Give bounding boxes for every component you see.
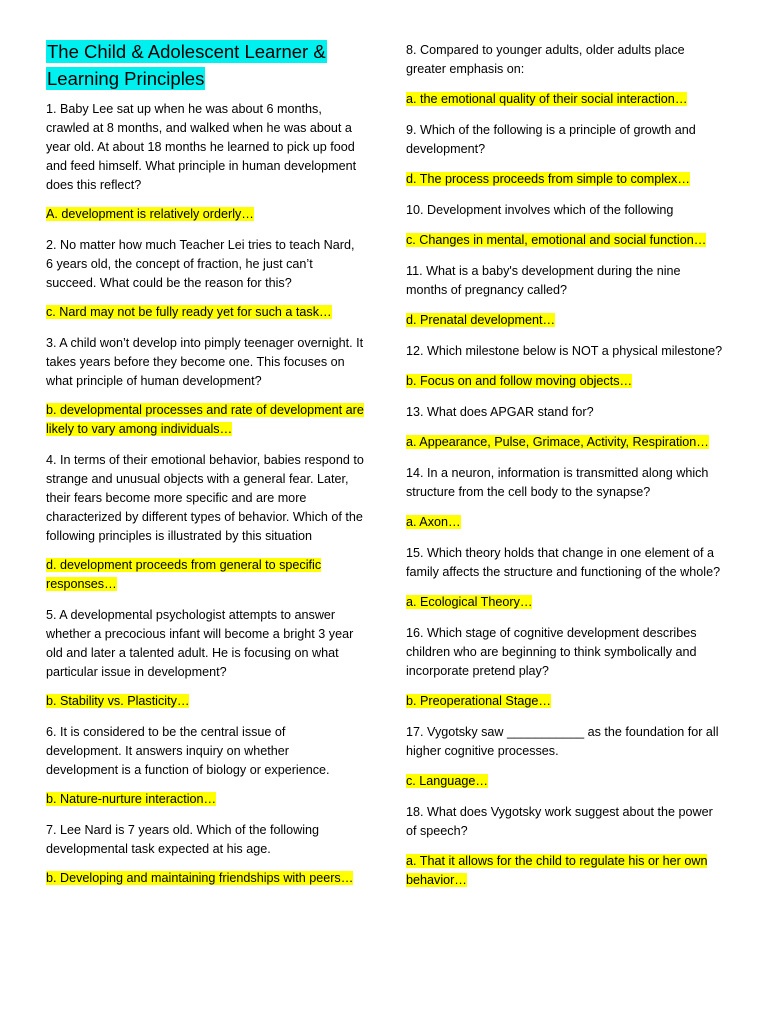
question-5: 5. A developmental psychologist attempts to answer whether a precocious infant will become a bright 3 year old and later a talented adult. He is focusing on what particular issue in development? (46, 608, 354, 679)
answer-2: c. Nard may not be fully ready yet for such a task… (46, 305, 332, 319)
question-12: 12. Which milestone below is NOT a physical milestone? (406, 344, 723, 358)
question-16: 16. Which stage of cognitive development describes children who are beginning to think symbolically and incorporate pretend play? (406, 626, 697, 678)
answer-8: a. the emotional quality of their social interaction… (406, 92, 688, 106)
answer-11: d. Prenatal development… (406, 313, 556, 327)
question-3: 3. A child won’t develop into pimply teenager overnight. It takes years before they become one. This focuses on what principle of human development? (46, 336, 364, 388)
question-15: 15. Which theory holds that change in one element of a family affects the structure and functioning of the whole? (406, 546, 721, 579)
question-17: 17. Vygotsky saw ___________ as the foundation for all higher cognitive processes. (406, 725, 719, 758)
answer-9: d. The process proceeds from simple to complex… (406, 172, 690, 186)
question-14: 14. In a neuron, information is transmitted along which structure from the cell body to the synapse? (406, 466, 709, 499)
question-6: 6. It is considered to be the central issue of development. It answers inquiry on whether development is a function of biology or experience. (46, 725, 330, 777)
answer-16: b. Preoperational Stage… (406, 694, 551, 708)
answer-13: a. Appearance, Pulse, Grimace, Activity, Respiration… (406, 435, 709, 449)
question-18: 18. What does Vygotsky work suggest about the power of speech? (406, 805, 713, 838)
question-4: 4. In terms of their emotional behavior, babies respond to strange and unusual objects with a general fear. Later, their fears become more specific and are more characterized by different types of behavior. Which of the following principles is illustrated by this situation (46, 453, 364, 543)
answer-4: d. development proceeds from general to specific responses… (46, 558, 322, 591)
answer-15: a. Ecological Theory… (406, 595, 533, 609)
question-13: 13. What does APGAR stand for? (406, 405, 594, 419)
answer-3: b. developmental processes and rate of development are likely to vary among individuals… (46, 403, 364, 436)
question-10: 10. Development involves which of the following (406, 203, 674, 217)
answer-6: b. Nature-nurture interaction… (46, 792, 217, 806)
question-8: 8. Compared to younger adults, older adults place greater emphasis on: (406, 43, 685, 76)
question-2: 2. No matter how much Teacher Lei tries to teach Nard, 6 years old, the concept of fraction, he just can’t succeed. What could be the reason for this? (46, 238, 355, 290)
left-column (46, 38, 364, 900)
question-1: 1. Baby Lee sat up when he was about 6 months, crawled at 8 months, and walked when he was about a year old. At about 18 months he learned to pick up food and feed himself. What principle in human development does this reflect? (46, 102, 357, 192)
question-11: 11. What is a baby's development during the nine months of pregnancy called? (406, 264, 681, 297)
answer-14: a. Axon… (406, 515, 461, 529)
answer-12: b. Focus on and follow moving objects… (406, 374, 633, 388)
title-line-1: The Child & Adolescent Learner & (47, 41, 326, 62)
answer-7: b. Developing and maintaining friendships with peers… (46, 871, 354, 885)
right-column (406, 41, 724, 902)
question-7: 7. Lee Nard is 7 years old. Which of the following developmental task expected at his age. (46, 823, 320, 856)
answer-17: c. Language… (406, 774, 488, 788)
answer-1: A. development is relatively orderly… (46, 207, 254, 221)
page-title (46, 38, 364, 92)
answer-10: c. Changes in mental, emotional and social function… (406, 233, 707, 247)
title-line-2: Learning Principles (47, 68, 205, 89)
answer-18: a. That it allows for the child to regulate his or her own behavior… (406, 854, 708, 887)
question-9: 9. Which of the following is a principle of growth and development? (406, 123, 696, 156)
answer-5: b. Stability vs. Plasticity… (46, 694, 190, 708)
